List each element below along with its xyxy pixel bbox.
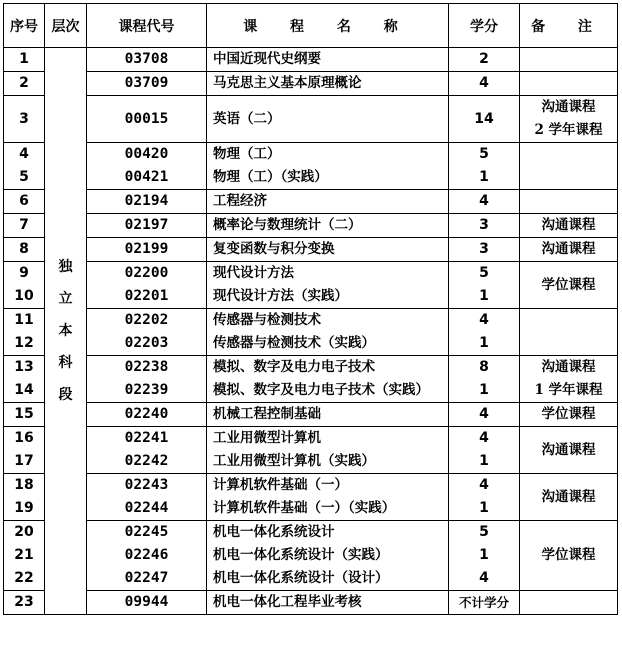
level-char: 立 (58, 291, 73, 307)
cell-credit-line: 5 (479, 265, 489, 281)
cell-credit (449, 403, 520, 427)
note-line: 学位课程 (541, 406, 596, 422)
cell-code (87, 427, 207, 474)
note-line: 2 学年课程 (534, 122, 603, 138)
cell-seq-line: 18 (14, 477, 34, 493)
cell-seq-line: 21 (14, 547, 34, 563)
cell-credit-line: 4 (479, 430, 489, 446)
table-row (4, 403, 618, 427)
cell-name-line: 机电一体化系统设计（设计） (213, 570, 389, 586)
cell-seq-line: 13 (14, 359, 34, 375)
header-level: 层次 (45, 4, 87, 48)
cell-name (207, 48, 449, 72)
note-line: 沟通课程 (541, 241, 596, 257)
cell-seq (4, 521, 45, 591)
cell-seq-line: 2 (19, 75, 29, 91)
cell-credit (449, 356, 520, 403)
table-row (4, 96, 618, 143)
cell-code-line: 02194 (124, 193, 169, 209)
cell-credit-line: 5 (479, 524, 489, 540)
note-line: 沟通课程 (541, 99, 596, 115)
table-row (4, 238, 618, 262)
cell-name-line: 模拟、数字及电力电子技术（实践） (213, 382, 429, 398)
note-line: 1 学年课程 (534, 382, 603, 398)
cell-seq (4, 474, 45, 521)
cell-code-line: 02247 (124, 570, 169, 586)
table-row (4, 521, 618, 591)
cell-code (87, 356, 207, 403)
level-char: 本 (58, 323, 73, 339)
cell-seq-line: 6 (19, 193, 29, 209)
cell-name-line: 传感器与检测技术（实践） (213, 335, 375, 351)
cell-code-line: 02197 (124, 217, 169, 233)
cell-code (87, 48, 207, 72)
cell-credit-line: 3 (479, 217, 489, 233)
note-line: 学位课程 (541, 276, 596, 293)
cell-code-line: 00420 (124, 146, 169, 162)
cell-note (520, 474, 618, 521)
cell-name-line: 马克思主义基本原理概论 (213, 75, 362, 91)
header-note: 备 注 (520, 4, 618, 48)
cell-credit-line: 1 (479, 547, 489, 563)
cell-code (87, 214, 207, 238)
cell-seq (4, 309, 45, 356)
cell-name-line: 计算机软件基础（一） (213, 477, 348, 493)
cell-name (207, 591, 449, 615)
cell-code-line: 02246 (124, 547, 169, 563)
cell-credit-line: 4 (479, 75, 489, 91)
header-seq: 序号 (4, 4, 45, 48)
cell-credit (449, 96, 520, 143)
note-line: 沟通课程 (541, 217, 596, 233)
cell-name-line: 现代设计方法 (213, 265, 294, 281)
cell-note (520, 190, 618, 214)
cell-code (87, 474, 207, 521)
note-line: 沟通课程 (541, 488, 596, 505)
cell-credit-line: 5 (479, 146, 489, 162)
cell-note (520, 238, 618, 262)
cell-credit (449, 238, 520, 262)
cell-seq (4, 96, 45, 143)
table-row (4, 262, 618, 309)
cell-credit-line: 4 (479, 193, 489, 209)
cell-name (207, 143, 449, 190)
table-body (4, 48, 618, 615)
cell-name-line: 工业用微型计算机 (213, 430, 321, 446)
cell-code-line: 02238 (124, 359, 169, 375)
cell-note (520, 521, 618, 591)
header-credit: 学分 (449, 4, 520, 48)
cell-code (87, 72, 207, 96)
cell-note (520, 48, 618, 72)
cell-name (207, 474, 449, 521)
cell-name (207, 72, 449, 96)
cell-code (87, 238, 207, 262)
table-row (4, 474, 618, 521)
table-row (4, 427, 618, 474)
cell-credit-line: 4 (479, 477, 489, 493)
cell-credit-line: 14 (474, 110, 494, 127)
cell-note (520, 72, 618, 96)
cell-credit-line: 4 (479, 312, 489, 328)
header-name: 课 程 名 称 (207, 4, 449, 48)
cell-seq-line: 3 (19, 110, 29, 127)
cell-credit (449, 143, 520, 190)
cell-credit (449, 309, 520, 356)
cell-name-line: 物理（工） (213, 146, 281, 162)
cell-name-line: 机械工程控制基础 (213, 406, 321, 422)
cell-name-line: 机电一体化工程毕业考核 (213, 594, 362, 610)
cell-code (87, 591, 207, 615)
cell-credit (449, 427, 520, 474)
table-row (4, 48, 618, 72)
cell-code-line: 00421 (124, 169, 169, 185)
cell-name (207, 262, 449, 309)
cell-credit (449, 214, 520, 238)
cell-note (520, 214, 618, 238)
cell-name (207, 521, 449, 591)
cell-code-line: 02240 (124, 406, 169, 422)
cell-seq-line: 20 (14, 524, 34, 540)
cell-name (207, 238, 449, 262)
cell-code-line: 00015 (124, 110, 169, 127)
cell-code (87, 262, 207, 309)
table-row (4, 143, 618, 190)
cell-note (520, 403, 618, 427)
cell-note (520, 591, 618, 615)
cell-seq-line: 5 (19, 169, 29, 185)
cell-seq-line: 12 (14, 335, 34, 351)
cell-level (45, 48, 87, 615)
cell-seq (4, 238, 45, 262)
cell-code (87, 143, 207, 190)
cell-name (207, 356, 449, 403)
cell-credit-line: 1 (479, 335, 489, 351)
cell-name-line: 模拟、数字及电力电子技术 (213, 359, 375, 375)
cell-credit (449, 521, 520, 591)
cell-seq-line: 23 (14, 594, 34, 610)
cell-seq (4, 262, 45, 309)
cell-note (520, 262, 618, 309)
cell-code-line: 02244 (124, 500, 169, 516)
cell-name-line: 物理（工）（实践） (213, 169, 328, 185)
cell-code-line: 02200 (124, 265, 169, 281)
cell-seq (4, 143, 45, 190)
cell-code-line: 02201 (124, 288, 169, 304)
cell-name (207, 427, 449, 474)
cell-code (87, 521, 207, 591)
cell-seq-line: 11 (14, 312, 34, 328)
cell-credit-line: 4 (479, 406, 489, 422)
cell-code-line: 02203 (124, 335, 169, 351)
cell-seq-line: 8 (19, 241, 29, 257)
cell-seq-line: 14 (14, 382, 34, 398)
cell-code-line: 02202 (124, 312, 169, 328)
cell-name-line: 英语（二） (213, 110, 281, 127)
cell-credit (449, 474, 520, 521)
cell-name (207, 96, 449, 143)
table-row (4, 214, 618, 238)
cell-credit (449, 72, 520, 96)
cell-credit-line: 4 (479, 570, 489, 586)
cell-name-line: 复变函数与积分变换 (213, 241, 335, 257)
cell-credit-line: 1 (479, 288, 489, 304)
cell-credit-line: 1 (479, 169, 489, 185)
header-row (4, 4, 618, 48)
cell-code-line: 02199 (124, 241, 169, 257)
level-char: 段 (58, 387, 73, 403)
cell-name (207, 190, 449, 214)
cell-name-line: 工程经济 (213, 193, 267, 209)
cell-seq-line: 1 (19, 51, 29, 67)
table-row (4, 591, 618, 615)
cell-seq (4, 356, 45, 403)
cell-name-line: 概率论与数理统计（二） (213, 217, 362, 233)
table-row (4, 356, 618, 403)
cell-code (87, 309, 207, 356)
cell-credit-line: 1 (479, 382, 489, 398)
cell-seq-line: 17 (14, 453, 34, 469)
cell-name-line: 工业用微型计算机（实践） (213, 453, 375, 469)
cell-code (87, 403, 207, 427)
cell-credit (449, 262, 520, 309)
note-line: 学位课程 (541, 547, 596, 563)
cell-credit (449, 591, 520, 615)
table-row (4, 309, 618, 356)
cell-code-line: 03709 (124, 75, 169, 91)
cell-seq (4, 214, 45, 238)
cell-name (207, 309, 449, 356)
cell-seq (4, 591, 45, 615)
cell-credit-line: 不计学分 (458, 595, 509, 610)
cell-credit-line: 8 (479, 359, 489, 375)
cell-name-line: 中国近现代史纲要 (213, 51, 321, 67)
level-char: 科 (58, 355, 73, 371)
cell-note (520, 143, 618, 190)
cell-note (520, 356, 618, 403)
cell-name-line: 传感器与检测技术 (213, 312, 321, 328)
table-row (4, 72, 618, 96)
cell-seq-line: 9 (19, 265, 29, 281)
cell-code-line: 02245 (124, 524, 169, 540)
cell-code (87, 96, 207, 143)
cell-seq-line: 15 (14, 406, 34, 422)
cell-credit-line: 2 (479, 51, 489, 67)
cell-seq (4, 427, 45, 474)
cell-seq-line: 4 (19, 146, 29, 162)
cell-code-line: 03708 (124, 51, 169, 67)
cell-code-line: 02241 (124, 430, 169, 446)
cell-seq-line: 19 (14, 500, 34, 516)
cell-seq (4, 48, 45, 72)
header-code: 课程代号 (87, 4, 207, 48)
cell-name-line: 机电一体化系统设计（实践） (213, 547, 389, 563)
cell-code-line: 02242 (124, 453, 169, 469)
cell-seq-line: 10 (14, 288, 34, 304)
cell-name (207, 403, 449, 427)
cell-code-line: 02243 (124, 477, 169, 493)
cell-credit-line: 1 (479, 500, 489, 516)
cell-note (520, 309, 618, 356)
note-line: 沟通课程 (541, 441, 596, 458)
cell-code-line: 02239 (124, 382, 169, 398)
cell-note (520, 96, 618, 143)
cell-credit (449, 190, 520, 214)
cell-seq (4, 403, 45, 427)
note-line: 沟通课程 (541, 359, 596, 375)
cell-credit-line: 1 (479, 453, 489, 469)
cell-seq-line: 7 (19, 217, 29, 233)
cell-name (207, 214, 449, 238)
cell-name-line: 计算机软件基础（一）（实践） (213, 500, 396, 516)
cell-code-line: 09944 (124, 594, 169, 610)
curriculum-table (3, 3, 618, 615)
cell-code (87, 190, 207, 214)
cell-seq-line: 16 (14, 430, 34, 446)
level-char: 独 (58, 259, 73, 275)
cell-credit (449, 48, 520, 72)
cell-name-line: 机电一体化系统设计 (213, 524, 335, 540)
cell-seq-line: 22 (14, 570, 34, 586)
table-row (4, 190, 618, 214)
cell-seq (4, 190, 45, 214)
cell-name-line: 现代设计方法（实践） (213, 288, 348, 304)
cell-note (520, 427, 618, 474)
cell-credit-line: 3 (479, 241, 489, 257)
cell-seq (4, 72, 45, 96)
